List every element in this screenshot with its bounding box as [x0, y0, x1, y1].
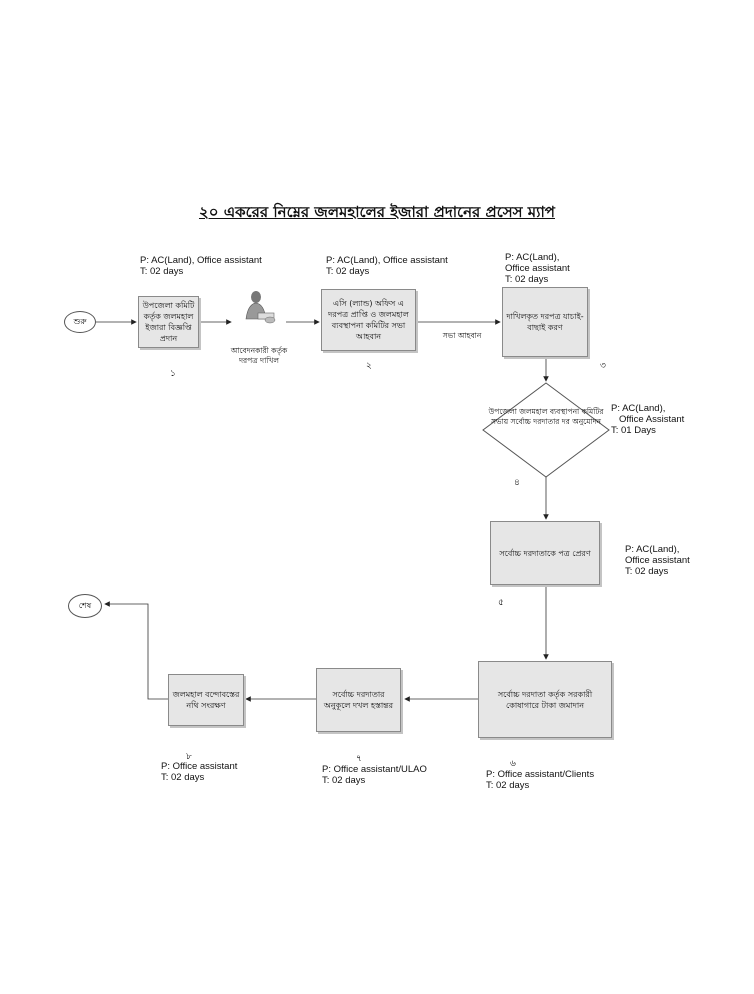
- step5-responsibility: [625, 544, 690, 577]
- applicant-person-icon: [238, 289, 278, 325]
- step1-box: [138, 296, 199, 348]
- step8-box: [168, 674, 244, 726]
- step7-box: [316, 668, 401, 732]
- step3-responsibility: [505, 252, 570, 285]
- step5-number: ৫: [498, 598, 504, 608]
- end-oval: [68, 594, 102, 618]
- applicant-caption: আবেদনকারী কর্তৃক দরপত্র দাখিল: [230, 346, 288, 365]
- step3-text: দাখিলকৃত দরপত্র যাচাই-বাছাই করণ: [506, 312, 584, 332]
- step7-responsibility: [322, 764, 427, 786]
- step6-responsibility: [486, 769, 594, 791]
- step6-box: [478, 661, 612, 738]
- step6-text: সর্বোচ্চ দরদাতা কর্তৃক সরকারী কোষাগারে টাকা জমাদান: [497, 689, 593, 710]
- step2-time: T: 02 days: [326, 266, 370, 277]
- step8-responsibility: [161, 761, 237, 783]
- step4-person: P: AC(Land),: [611, 403, 666, 414]
- step1-text: উপজেলা কমিটি কর্তৃক জলমহাল ইজারা বিজ্ঞপ্তি প্রদান: [142, 301, 195, 343]
- step3-box: [502, 287, 588, 357]
- step7-time: T: 02 days: [322, 775, 366, 786]
- step3-number: ৩: [600, 361, 606, 371]
- step8-number: ৮: [186, 752, 192, 762]
- start-oval: [64, 311, 96, 333]
- step1-time: T: 02 days: [140, 266, 184, 277]
- step6-number: ৬: [510, 759, 516, 769]
- step2-text: এসি (ল্যান্ড) অফিস এ দরপত্র প্রাপ্তি ও জলমহাল ব্যবস্থাপনা কমিটির সভা আহবান: [328, 299, 409, 341]
- decision-diamond: [483, 383, 609, 477]
- end-label: শেষ: [78, 600, 92, 610]
- step3-time: T: 02 days: [505, 274, 549, 285]
- step4-number: ৪: [514, 478, 520, 488]
- step3-person: P: AC(Land),: [505, 252, 560, 263]
- arrow-step8-to-end: [105, 604, 168, 699]
- step4-responsibility: [611, 403, 684, 436]
- step8-time: T: 02 days: [161, 772, 205, 783]
- step3-person-2: Office assistant: [505, 263, 570, 274]
- step5-time: T: 02 days: [625, 566, 669, 577]
- step2-responsibility: [326, 255, 448, 277]
- step5-person-2: Office assistant: [625, 555, 690, 566]
- start-label: শুরু: [73, 316, 87, 326]
- step4-time: T: 01 Days: [611, 425, 656, 436]
- step7-number: ৭: [356, 754, 362, 764]
- page-title: ২০ একরের নিম্নের জলমহালের ইজারা প্রদানের প্রসেস ম্যাপ: [198, 203, 555, 221]
- step2-box: [321, 289, 416, 351]
- step6-time: T: 02 days: [486, 780, 530, 791]
- step2-person: P: AC(Land), Office assistant: [326, 255, 448, 266]
- step4-person-2: Office Assistant: [619, 414, 685, 425]
- step1-person: P: AC(Land), Office assistant: [140, 255, 262, 266]
- step6-person: P: Office assistant/Clients: [486, 769, 595, 780]
- step7-person: P: Office assistant/ULAO: [322, 764, 427, 775]
- step5-person: P: AC(Land),: [625, 544, 680, 555]
- step7-text: সর্বোচ্চ দরদাতার অনুকূলে দখল হস্তান্তর: [323, 690, 394, 710]
- step1-responsibility: [140, 255, 262, 277]
- step5-text: সর্বোচ্চ দরদাতাকে পত্র প্রেরণ: [499, 548, 591, 558]
- step8-person: P: Office assistant: [161, 761, 238, 772]
- step4-text: উপজেলা জলমহাল ব্যবস্থাপনা কমিটির সভায় সর্বোচ্চ দরদাতার দর অনুমোদন: [488, 407, 604, 426]
- step5-box: [490, 521, 600, 585]
- step2-number: ২: [366, 361, 372, 371]
- step8-text: জলমহাল বন্দোবস্তের নথি সংরক্ষণ: [172, 690, 240, 710]
- step1-number: ১: [170, 369, 176, 379]
- meeting-call-label: সভা আহবান: [442, 331, 482, 340]
